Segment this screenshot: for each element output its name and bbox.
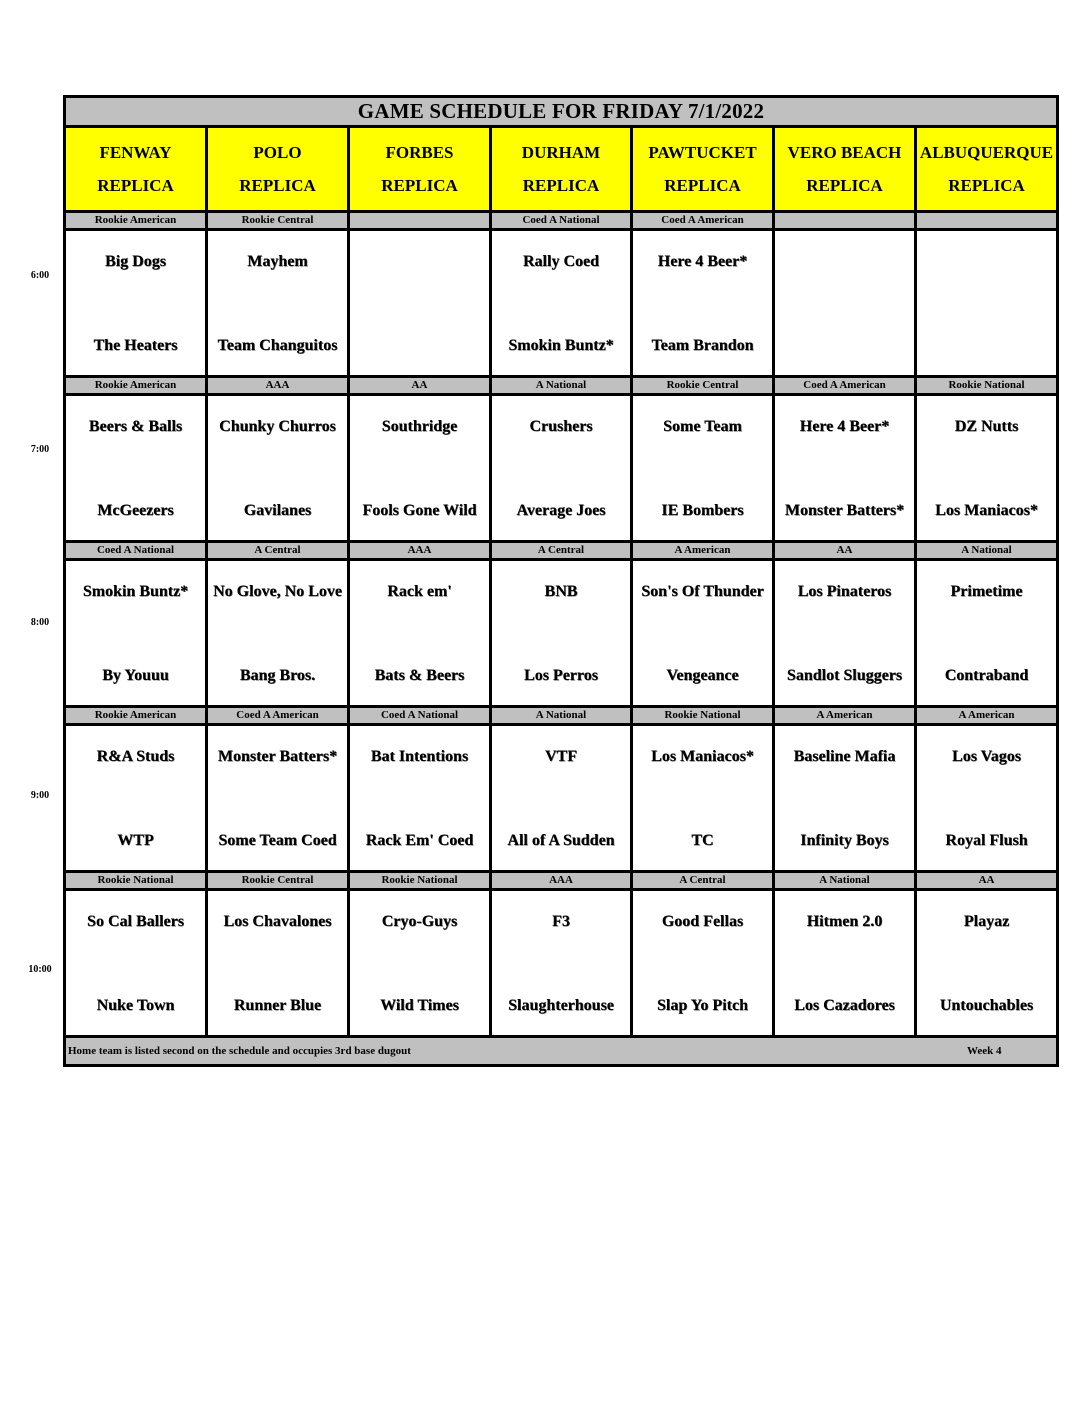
- field-name: FENWAY: [99, 143, 172, 162]
- division-label: AA: [349, 377, 491, 395]
- game-cell: [916, 890, 1058, 1037]
- schedule-table: [63, 95, 1059, 1067]
- time-slot-label: 9:00: [30, 790, 50, 801]
- away-team: VTF: [545, 747, 577, 765]
- home-team: [917, 315, 1056, 375]
- division-label: AA: [774, 542, 916, 560]
- away-team: [775, 231, 914, 291]
- game-cell: [632, 560, 774, 707]
- game-cell: [349, 890, 491, 1037]
- home-team: WTP: [117, 831, 154, 849]
- home-team: Untouchables: [939, 996, 1034, 1014]
- away-team: Crushers: [529, 417, 593, 435]
- away-team: Some Team: [663, 417, 742, 435]
- home-team: Average Joes: [516, 501, 606, 519]
- division-label: [774, 212, 916, 230]
- game-cell: [632, 395, 774, 542]
- game-cell: [349, 560, 491, 707]
- game-cell: [916, 725, 1058, 872]
- field-name: POLO: [253, 143, 302, 162]
- game-cell: [632, 230, 774, 377]
- division-label: A Central: [207, 542, 349, 560]
- game-row: [65, 890, 1058, 1037]
- away-team: Los Chavalones: [223, 912, 332, 930]
- division-label: A American: [774, 707, 916, 725]
- division-label: Rookie National: [65, 872, 207, 890]
- home-team: Bang Bros.: [239, 666, 316, 684]
- away-team: Primetime: [950, 582, 1023, 600]
- time-slot-label: 6:00: [30, 270, 50, 281]
- away-team: Rally Coed: [523, 252, 599, 270]
- away-team: [350, 231, 489, 291]
- away-team: Los Pinateros: [797, 582, 892, 600]
- game-row: [65, 230, 1058, 377]
- division-label: Coed A National: [491, 212, 632, 230]
- home-team: Some Team Coed: [218, 831, 337, 849]
- division-label: Rookie Central: [632, 377, 774, 395]
- game-cell: [491, 725, 632, 872]
- game-cell: [632, 725, 774, 872]
- game-cell: [207, 560, 349, 707]
- field-header: [632, 127, 774, 212]
- division-label: Coed A American: [207, 707, 349, 725]
- home-team: All of A Sudden: [507, 831, 615, 849]
- away-team: Baseline Mafia: [793, 747, 896, 765]
- away-team: Big Dogs: [105, 252, 166, 270]
- game-cell: [349, 230, 491, 377]
- game-cell: [491, 560, 632, 707]
- division-row: [65, 542, 1058, 560]
- game-cell: [916, 395, 1058, 542]
- week-label: Week 4: [967, 1045, 1002, 1057]
- division-label: [916, 212, 1058, 230]
- home-team: McGeezers: [97, 501, 174, 519]
- home-team: Gavilanes: [243, 501, 312, 519]
- home-team: Infinity Boys: [800, 831, 889, 849]
- away-team: Smokin Buntz*: [82, 582, 189, 600]
- away-team: Beers & Balls: [88, 417, 183, 435]
- division-label: Coed A American: [632, 212, 774, 230]
- home-team: Smokin Buntz*: [508, 336, 614, 354]
- time-slot-label: 7:00: [30, 444, 50, 455]
- game-cell: [65, 725, 207, 872]
- home-team: TC: [691, 831, 714, 849]
- division-label: A National: [916, 542, 1058, 560]
- home-team: The Heaters: [93, 336, 178, 354]
- division-label: Rookie National: [349, 872, 491, 890]
- home-team: Wild Times: [380, 996, 459, 1014]
- home-team: Los Maniacos*: [935, 501, 1038, 519]
- field-name: PAWTUCKET: [648, 143, 757, 162]
- game-cell: [349, 725, 491, 872]
- division-label: A National: [491, 707, 632, 725]
- division-label: AAA: [349, 542, 491, 560]
- division-row: [65, 377, 1058, 395]
- division-label: AA: [916, 872, 1058, 890]
- time-slot-label: 8:00: [30, 617, 50, 628]
- home-team: Runner Blue: [233, 996, 322, 1014]
- field-header: [349, 127, 491, 212]
- division-label: Rookie American: [65, 707, 207, 725]
- away-team: Son's Of Thunder: [641, 582, 764, 600]
- field-name: DURHAM: [521, 143, 601, 162]
- game-cell: [491, 230, 632, 377]
- away-team: No Glove, No Love: [213, 582, 342, 600]
- game-cell: [774, 395, 916, 542]
- division-row: [65, 212, 1058, 230]
- game-row: [65, 395, 1058, 542]
- home-team: Nuke Town: [96, 996, 175, 1014]
- game-cell: [774, 725, 916, 872]
- home-team: Rack Em' Coed: [365, 831, 474, 849]
- field-subtitle: REPLICA: [239, 176, 316, 195]
- field-subtitle: REPLICA: [97, 176, 174, 195]
- game-cell: [916, 230, 1058, 377]
- game-cell: [774, 890, 916, 1037]
- away-team: Rack em': [387, 582, 452, 600]
- field-subtitle: REPLICA: [381, 176, 458, 195]
- game-cell: [65, 560, 207, 707]
- field-header: [916, 127, 1058, 212]
- away-team: Mayhem: [247, 252, 308, 270]
- away-team: Los Maniacos*: [651, 747, 754, 765]
- schedule-sheet: [63, 95, 1059, 1067]
- home-team: Bats & Beers: [374, 666, 465, 684]
- division-label: A American: [916, 707, 1058, 725]
- game-cell: [207, 725, 349, 872]
- schedule-title: GAME SCHEDULE FOR FRIDAY 7/1/2022: [65, 97, 1058, 127]
- away-team: Good Fellas: [661, 912, 744, 930]
- home-team: Vengeance: [666, 666, 739, 684]
- away-team: Cryo-Guys: [381, 912, 458, 930]
- away-team: Here 4 Beer*: [799, 417, 890, 435]
- game-cell: [774, 230, 916, 377]
- game-cell: [916, 560, 1058, 707]
- away-team: Here 4 Beer*: [657, 252, 748, 270]
- field-header: [65, 127, 207, 212]
- home-team: Fools Gone Wild: [362, 501, 477, 519]
- game-cell: [207, 395, 349, 542]
- away-team: BNB: [544, 582, 578, 600]
- away-team: Southridge: [381, 417, 458, 435]
- time-slot-label: 10:00: [28, 964, 52, 975]
- division-label: Coed A National: [349, 707, 491, 725]
- away-team: [917, 231, 1056, 291]
- division-label: Coed A National: [65, 542, 207, 560]
- division-label: AAA: [491, 872, 632, 890]
- field-header: [491, 127, 632, 212]
- division-label: Rookie National: [916, 377, 1058, 395]
- away-team: R&A Studs: [96, 747, 175, 765]
- division-row: [65, 872, 1058, 890]
- away-team: Chunky Churros: [219, 417, 336, 435]
- division-label: AAA: [207, 377, 349, 395]
- field-header: [207, 127, 349, 212]
- field-subtitle: REPLICA: [522, 176, 600, 195]
- home-team: By Youuu: [102, 666, 169, 684]
- game-cell: [349, 395, 491, 542]
- division-label: A National: [491, 377, 632, 395]
- division-label: A National: [774, 872, 916, 890]
- field-subtitle: REPLICA: [948, 176, 1025, 195]
- home-team: IE Bombers: [661, 501, 744, 519]
- home-team: [350, 315, 489, 375]
- game-row: [65, 560, 1058, 707]
- division-label: Coed A American: [774, 377, 916, 395]
- division-label: A Central: [491, 542, 632, 560]
- home-team-note: Home team is listed second on the schedule and occupies 3rd base dugout: [68, 1045, 411, 1057]
- field-header: [774, 127, 916, 212]
- game-cell: [65, 395, 207, 542]
- division-label: Rookie Central: [207, 872, 349, 890]
- home-team: Team Changuitos: [217, 336, 338, 354]
- game-cell: [632, 890, 774, 1037]
- game-cell: [491, 890, 632, 1037]
- fields-header-row: [65, 127, 1058, 212]
- game-cell: [774, 560, 916, 707]
- field-name: VERO BEACH: [787, 143, 902, 162]
- division-label: Rookie Central: [207, 212, 349, 230]
- game-cell: [207, 230, 349, 377]
- away-team: Playaz: [963, 912, 1010, 930]
- home-team: Los Cazadores: [794, 996, 895, 1014]
- game-cell: [207, 890, 349, 1037]
- footer-cell: [65, 1037, 1058, 1066]
- home-team: Monster Batters*: [784, 501, 905, 519]
- home-team: Royal Flush: [945, 831, 1028, 849]
- division-label: A Central: [632, 872, 774, 890]
- home-team: Contraband: [944, 666, 1029, 684]
- home-team: Slap Yo Pitch: [657, 996, 748, 1014]
- footer-row: [65, 1037, 1058, 1066]
- field-subtitle: REPLICA: [664, 176, 741, 195]
- home-team: [775, 315, 914, 375]
- field-subtitle: REPLICA: [806, 176, 883, 195]
- game-row: [65, 725, 1058, 872]
- division-label: A American: [632, 542, 774, 560]
- division-label: Rookie National: [632, 707, 774, 725]
- away-team: F3: [552, 912, 570, 930]
- home-team: Los Perros: [524, 666, 598, 684]
- away-team: Bat Intentions: [370, 747, 469, 765]
- home-team: Slaughterhouse: [508, 996, 614, 1014]
- away-team: DZ Nutts: [954, 417, 1019, 435]
- home-team: Team Brandon: [651, 336, 754, 354]
- game-cell: [491, 395, 632, 542]
- division-label: Rookie American: [65, 377, 207, 395]
- away-team: Los Vagos: [952, 747, 1021, 765]
- home-team: Sandlot Sluggers: [786, 666, 903, 684]
- game-cell: [65, 890, 207, 1037]
- field-name: FORBES: [385, 143, 454, 162]
- division-row: [65, 707, 1058, 725]
- away-team: Monster Batters*: [217, 747, 338, 765]
- away-team: So Cal Ballers: [87, 912, 184, 930]
- division-label: Rookie American: [65, 212, 207, 230]
- field-name: ALBUQUERQUE: [919, 143, 1054, 162]
- game-cell: [65, 230, 207, 377]
- division-label: [349, 212, 491, 230]
- away-team: Hitmen 2.0: [806, 912, 883, 930]
